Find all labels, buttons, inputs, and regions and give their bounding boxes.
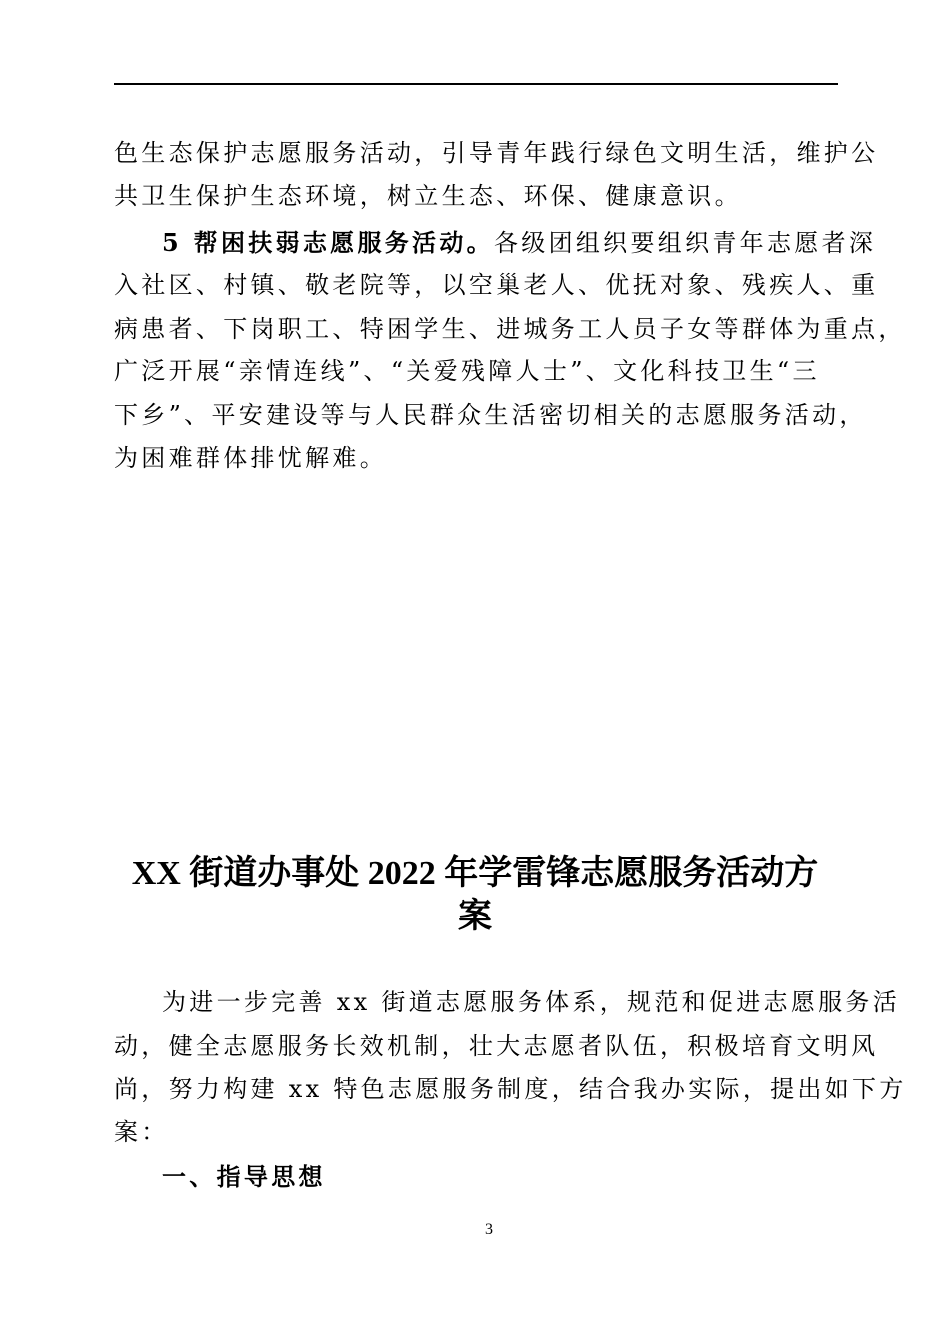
document-title-line-1: XX 街道办事处 2022 年学雷锋志愿服务活动方 [131, 855, 819, 892]
paragraph-line: 广泛开展“亲情连线”、“关爱残障人士”、文化科技卫生“三 [114, 357, 820, 385]
intro-line: 案： [114, 1118, 169, 1146]
paragraph-line: 下乡”、平安建设等与人民群众生活密切相关的志愿服务活动， [114, 401, 867, 429]
paragraph-line: 色生态保护志愿服务活动，引导青年践行绿色文明生活，维护公 [114, 139, 879, 167]
paragraph-line: 入社区、村镇、敬老院等，以空巢老人、优抚对象、残疾人、重 [114, 271, 879, 299]
header-rule [114, 83, 838, 85]
paragraph-line: 病患者、下岗职工、特困学生、进城务工人员子女等群体为重点， [114, 315, 906, 343]
document-title-line-2: 案 [458, 898, 492, 935]
paragraph-first-line [162, 228, 876, 258]
page-number: 3 [485, 1221, 493, 1238]
paragraph-text: 各级团组织要组织青年志愿者深 [493, 229, 877, 257]
paragraph-line: 为困难群体排忧解难。 [114, 444, 387, 472]
intro-line: 为进一步完善 xx 街道志愿服务体系，规范和促进志愿服务活 [162, 988, 901, 1016]
paragraph-heading: 5 帮困扶弱志愿服务活动。 [162, 228, 494, 257]
paragraph-line: 共卫生保护生态环境，树立生态、环保、健康意识。 [114, 182, 742, 210]
intro-line: 动，健全志愿服务长效机制，壮大志愿者队伍，积极培育文明风 [114, 1032, 879, 1060]
intro-line: 尚，努力构建 xx 特色志愿服务制度，结合我办实际，提出如下方 [114, 1075, 907, 1103]
section-heading: 一、指导思想 [162, 1162, 326, 1191]
